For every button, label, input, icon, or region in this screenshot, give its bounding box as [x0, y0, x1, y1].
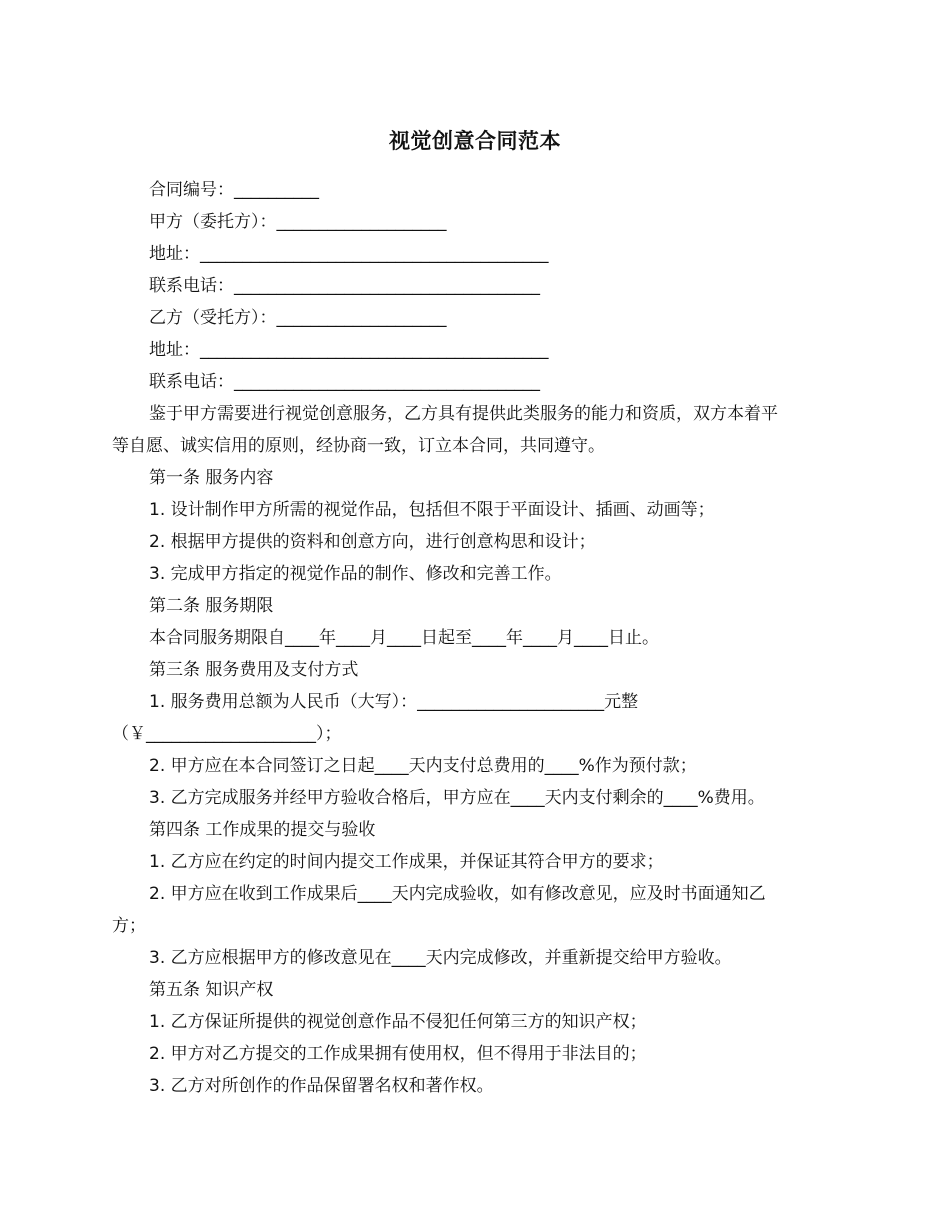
article-3-item-1-line-1: 1. 服务费用总额为人民币（大写）：______________________元整: [149, 692, 639, 712]
article-3-item-3: 3. 乙方完成服务并经甲方验收合格后，甲方应在____天内支付剩余的____%费用。: [149, 788, 765, 808]
article-4-item-3: 3. 乙方应根据甲方的修改意见在____天内完成修改，并重新提交给甲方验收。: [149, 948, 732, 968]
article-1-item-3: 3. 完成甲方指定的视觉作品的制作、修改和完善工作。: [149, 564, 562, 584]
party-b-phone-field: 联系电话：____________________________________: [149, 372, 540, 392]
article-5-item-3: 3. 乙方对所创作的作品保留署名权和著作权。: [149, 1076, 494, 1096]
preamble-line-2: 等自愿、诚实信用的原则，经协商一致，订立本合同，共同遵守。: [112, 436, 605, 456]
article-1-heading: 第一条 服务内容: [149, 468, 274, 488]
article-3-item-1-line-2: （￥____________________）；: [112, 724, 342, 744]
article-5-heading: 第五条 知识产权: [149, 980, 274, 1000]
article-5-item-2: 2. 甲方对乙方提交的工作成果拥有使用权，但不得用于非法目的；: [149, 1044, 647, 1064]
article-4-item-2-line-1: 2. 甲方应在收到工作成果后____天内完成验收，如有修改意见，应及时书面通知乙: [149, 884, 766, 904]
article-4-item-1: 1. 乙方应在约定的时间内提交工作成果，并保证其符合甲方的要求；: [149, 852, 664, 872]
article-5-item-1: 1. 乙方保证所提供的视觉创意作品不侵犯任何第三方的知识产权；: [149, 1012, 647, 1032]
article-3-heading: 第三条 服务费用及支付方式: [149, 660, 359, 680]
page-title: 视觉创意合同范本: [389, 129, 561, 153]
party-a-address-field: 地址：_________________________________________: [149, 244, 549, 264]
article-3-item-2: 2. 甲方应在本合同签订之日起____天内支付总费用的____%作为预付款；: [149, 756, 697, 776]
article-4-heading: 第四条 工作成果的提交与验收: [149, 820, 376, 840]
article-2-text: 本合同服务期限自____年____月____日起至____年____月____日止。: [149, 628, 659, 648]
article-1-item-1: 1. 设计制作甲方所需的视觉作品，包括但不限于平面设计、插画、动画等；: [149, 500, 715, 520]
party-a-phone-field: 联系电话：____________________________________: [149, 276, 540, 296]
article-4-item-2-line-2: 方；: [112, 916, 146, 936]
preamble-line-1: 鉴于甲方需要进行视觉创意服务，乙方具有提供此类服务的能力和资质，双方本着平: [149, 404, 778, 424]
party-b-address-field: 地址：_________________________________________: [149, 340, 549, 360]
party-b-field: 乙方（受托方）：____________________: [149, 308, 447, 328]
contract-number-field: 合同编号：__________: [149, 180, 319, 200]
article-1-item-2: 2. 根据甲方提供的资料和创意方向，进行创意构思和设计；: [149, 532, 596, 552]
party-a-field: 甲方（委托方）：____________________: [149, 212, 447, 232]
article-2-heading: 第二条 服务期限: [149, 596, 274, 616]
